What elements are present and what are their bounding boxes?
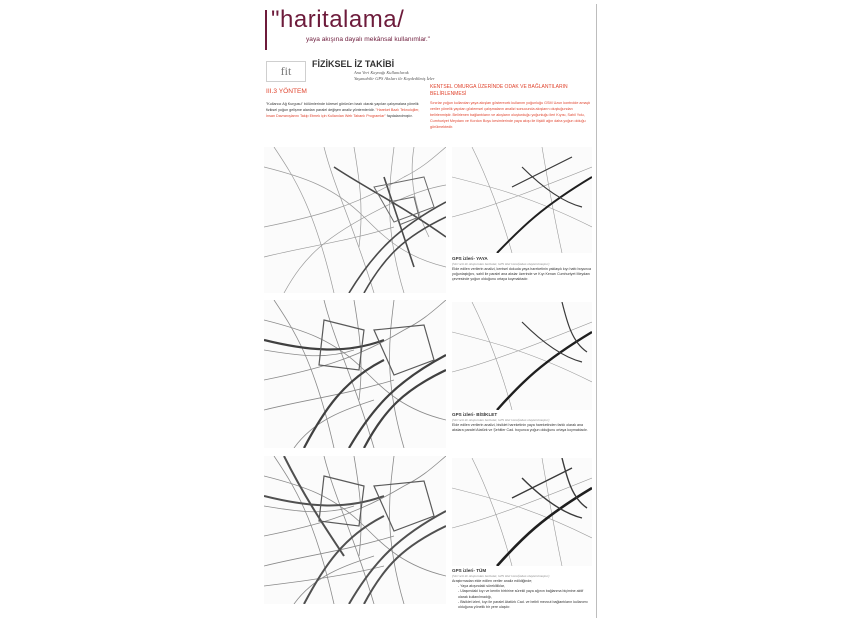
map-all-large	[264, 456, 446, 604]
map-bicycle-small	[452, 302, 592, 410]
map-all-large-svg	[264, 456, 446, 604]
map-all-small-svg	[452, 458, 592, 566]
caption-all-list	[452, 584, 592, 610]
method-paragraph	[266, 101, 424, 119]
map-bicycle-small-svg	[452, 302, 592, 410]
map-bicycle-large	[264, 300, 446, 448]
section-subtitle-2: Yaşanabilir GPS Aksları ile Kaydedilmiş İzler	[354, 76, 435, 81]
document-page	[262, 4, 597, 618]
fit-logo: fit	[266, 61, 306, 82]
caption-bicycle-body: Elde edilen verilerin analizi, bisiklet hareketinin yaya hareketinden farklı olarak ana akslara paralel Atatürk ve Şehitler Cad. boyunca yoğun olduğunu ortaya koymaktadır.	[452, 423, 588, 433]
right-heading: KENTSEL OMURGA ÜZERİNDE ODAK VE BAĞLANTILARIN BELİRLENMESİ	[430, 84, 568, 97]
page-title: "haritalama/	[271, 6, 405, 33]
section-title: FİZİKSEL İZ TAKİBİ	[312, 59, 395, 69]
caption-bicycle	[452, 412, 592, 433]
caption-pedestrian-sub: (Veri seti ile oluşturulan haritalar, GPS izleri tarafından oluşturulmuştur)	[452, 262, 550, 266]
caption-all	[452, 568, 592, 610]
caption-pedestrian	[452, 256, 592, 283]
caption-all-title: GPS izleri- TÜM	[452, 568, 487, 573]
caption-pedestrian-title: GPS izleri- YAYA	[452, 256, 488, 261]
method-heading: III.3 YÖNTEM	[266, 88, 307, 95]
caption-bicycle-title: GPS izleri- BİSİKLET	[452, 412, 498, 417]
map-pedestrian-small-svg	[452, 147, 592, 253]
method-text-2: faydalanılmıştır.	[385, 114, 413, 118]
map-all-small	[452, 458, 592, 566]
title-accent-bar	[265, 10, 267, 50]
caption-bicycle-sub: (Veri seti ile oluşturulan haritalar, GPS izleri tarafından oluşturulmuştur)	[452, 418, 550, 422]
page-subtitle: yaya akışına dayalı mekânsal kullanımlar."	[306, 36, 431, 43]
section-subtitle-1: Ana Veri Kaynağı Kullanılarak	[354, 70, 409, 75]
map-pedestrian-small	[452, 147, 592, 253]
method-text-highlight: "Hareket Bazlı Teknolojiler, İnsan Davranışlarını Takip Etmek için Kullanılan Web Tabanlı Programlar"	[266, 108, 420, 118]
map-pedestrian-large-svg	[264, 147, 446, 293]
right-paragraph: Sınırlar yoğun kullanılan yaya akışları gösterecek kullanım yoğunluğu GSM Uzun kontrolde amaçlı veriler yönelik yapılan gözlemsel çalışmaların analizi sonucunda akışların oluştuğundan belirlenmiştir. Belirlenen bağlantıların ve akışların oluşturduğu yoğunluğu ileri Kıyısı, Sahil Yolu, Cumhuriyet Meydanı ve Kordon Boyu kesimlerinde yaya akışı ile ilişkili ağın daha yoğun olduğu görülmektedir.	[430, 101, 591, 129]
list-item: - Yaya akışındaki sürekliliklar,	[458, 584, 592, 589]
method-text-1: "Kullanıcı Ağ Kurgusu" bölümlerinde küresel görünüm bazlı olarak yapılan çalışmalara yönelik fiziksel yoğun gelişme alanları paralel değişen analiz yöntemleridir.	[266, 102, 419, 112]
list-item: - Bisiklet izleri, kıyı ile paralel Atatürk Cad. ve belirli mevcut bağlantıların kullanımı olduğuna yönelik bir yere ulaşılır.	[458, 600, 592, 610]
map-bicycle-large-svg	[264, 300, 446, 448]
caption-all-sub: (Veri seti ile oluşturulan haritalar, GPS izleri tarafından oluşturulmuştur)	[452, 574, 550, 578]
caption-pedestrian-body: Elde edilen verilerin analizi, kentsel dokuda yaya hareketinin yaklaşık kıyı hattı boyunca yoğunlaştığını, sahil ile paralel ana akslar üzerinde ve Kıyı Kenarı Cumhuriyet Meydanı çevresinde yoğun olduğunu ortaya koymaktadır.	[452, 267, 592, 282]
map-pedestrian-large	[264, 147, 446, 293]
list-item: - Ulaşımdaki kıyı ve kentin birbirine sürekli yaya ağının bağlanma biçimine aktif olarak kullanılmadığı,	[458, 589, 592, 599]
caption-all-intro: Araştırmadan elde edilen veriler analiz edildiğinde;	[452, 579, 533, 583]
